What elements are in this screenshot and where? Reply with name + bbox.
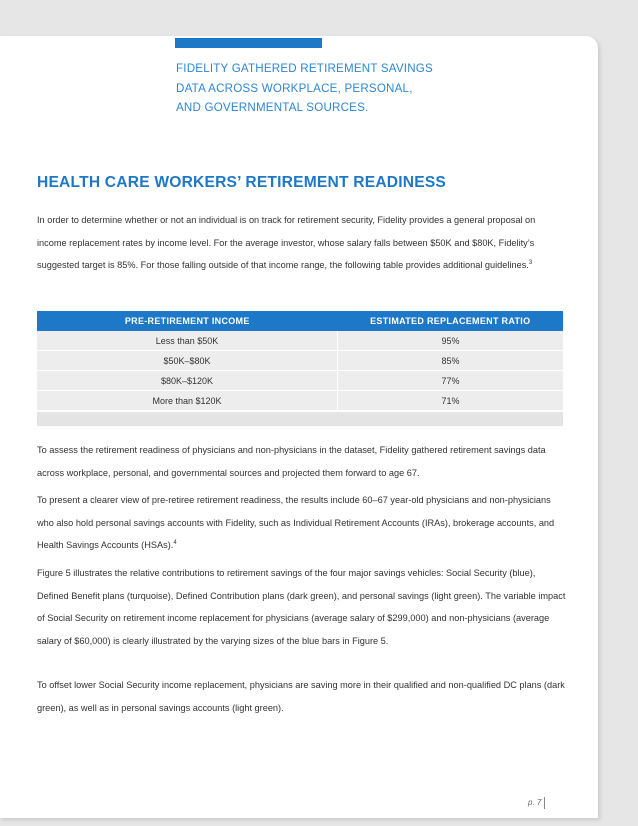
body-paragraph-2 — [37, 489, 567, 557]
table-row — [37, 371, 563, 391]
ratio-cell: 77% — [338, 371, 564, 391]
footnote-marker: 4 — [173, 539, 177, 546]
income-cell: Less than $50K — [37, 331, 338, 351]
income-cell: More than $120K — [37, 391, 338, 411]
page-number — [528, 797, 545, 809]
column-header-ratio: ESTIMATED REPLACEMENT RATIO — [338, 311, 564, 331]
replacement-ratio-table — [37, 311, 563, 411]
table-header-row — [37, 311, 563, 331]
intro-paragraph — [37, 209, 567, 277]
body-paragraph-3: Figure 5 illustrates the relative contributions to retirement savings of the four major savings vehicles: Social Security (blue), Defined Benefit plans (turquoise), Defined Contribution plans (dark green), and personal savings (light green). The variable impact of Social Security on retirement income replacement for physicians (average salary of $299,000) and non-physicians (average salary of $60,000) is clearly illustrated by the varying sizes of the blue bars in Figure 5. — [37, 568, 566, 646]
accent-bar — [175, 38, 322, 48]
body-paragraph-2-text: To present a clearer view of pre-retiree retirement readiness, the results include 60–67 year-old physicians and non-physicians who also hold personal savings accounts with Fidelity, such as Individual Retirement Accounts (IRAs), brokerage accounts, and Health Savings Accounts (HSAs). — [37, 495, 555, 550]
intro-text: In order to determine whether or not an individual is on track for retirement security, Fidelity provides a general proposal on income replacement rates by income level. For the average investor, whose salary falls between $50K and $80K, Fidelity’s suggested target is 85%. For those falling outside of that income range, the following table provides additional guidelines. — [37, 215, 536, 270]
income-cell: $50K–$80K — [37, 351, 338, 371]
ratio-cell: 95% — [338, 331, 564, 351]
column-header-income: PRE-RETIREMENT INCOME — [37, 311, 338, 331]
pull-quote — [176, 59, 476, 118]
body-paragraph-1: To assess the retirement readiness of physicians and non-physicians in the dataset, Fidelity gathered retirement savings data across workplace, personal, and governmental sources and projected them forward to age 67. — [37, 445, 546, 478]
table-row — [37, 331, 563, 351]
page-number-divider — [544, 797, 545, 809]
table-footer-band — [37, 412, 563, 426]
ratio-cell: 71% — [338, 391, 564, 411]
footnote-marker: 3 — [528, 259, 533, 266]
body-paragraph-4: To offset lower Social Security income replacement, physicians are saving more in their qualified and non-qualified DC plans (dark green), as well as in personal savings accounts (light green). — [37, 680, 565, 713]
ratio-cell: 85% — [338, 351, 564, 371]
section-heading: HEALTH CARE WORKERS’ RETIREMENT READINESS — [37, 174, 447, 191]
page-number-text: p. 7 — [528, 798, 542, 808]
income-cell: $80K–$120K — [37, 371, 338, 391]
pull-quote-line-3: AND GOVERNMENTAL SOURCES. — [176, 101, 369, 114]
pull-quote-line-1: FIDELITY GATHERED RETIREMENT SAVINGS — [176, 62, 433, 75]
table-row — [37, 351, 563, 371]
table-row — [37, 391, 563, 411]
pull-quote-line-2: DATA ACROSS WORKPLACE, PERSONAL, — [176, 81, 413, 95]
